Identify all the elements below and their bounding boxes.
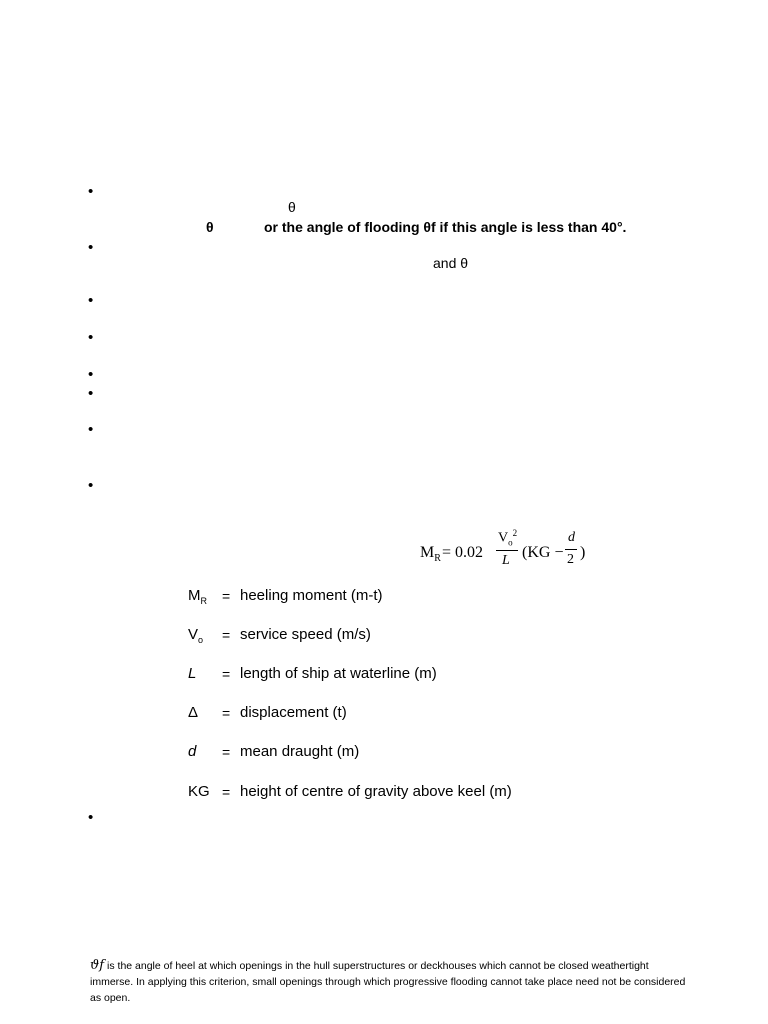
formula-equals: = 0.02 (442, 544, 484, 561)
formula-paren-open: (KG − (522, 544, 564, 561)
formula-numerator-sub: o (508, 537, 513, 548)
definition-description: heeling moment (m-t) (240, 587, 383, 604)
bullet-5: • (88, 366, 94, 383)
definition-symbol: KG (188, 783, 210, 800)
flooding-angle-note (90, 958, 690, 1006)
definition-symbol-sub: o (198, 635, 204, 645)
formula-fraction-bar (496, 550, 518, 551)
bullet-3: • (88, 292, 94, 309)
definition-equals: = (222, 784, 231, 800)
definition-description: height of centre of gravity above keel (m) (240, 783, 512, 800)
formula-lhs-sub: R (434, 553, 441, 565)
note-symbol: ϑf (90, 958, 105, 973)
flooding-angle-text: or the angle of flooding θf if this angle is less than 40°. (264, 219, 627, 235)
bullet-9: • (88, 809, 94, 826)
formula-frac2-bar (565, 549, 577, 550)
formula-numerator-v: V (498, 530, 509, 546)
bullet-6: • (88, 385, 94, 402)
bullet-4: • (88, 329, 94, 346)
bullet-8: • (88, 477, 94, 494)
definition-description: service speed (m/s) (240, 626, 371, 643)
formula-frac2-num: d (568, 530, 575, 545)
theta-symbol-top: θ (288, 199, 296, 215)
definition-symbol: L (188, 665, 197, 682)
formula-lhs: M (420, 544, 435, 561)
definition-symbol: Δ (188, 704, 199, 721)
heeling-moment-formula (420, 528, 590, 576)
bullet-2: • (88, 239, 94, 256)
formula-frac2-den: 2 (567, 552, 574, 567)
definition-symbol: M (188, 587, 201, 604)
formula-denominator: L (502, 553, 510, 568)
definition-equals: = (222, 588, 231, 604)
theta-symbol-left: θ (206, 219, 214, 235)
definition-equals: = (222, 627, 231, 643)
definition-symbol: d (188, 743, 197, 760)
definition-symbol-sub: R (200, 596, 207, 606)
definition-description: displacement (t) (240, 704, 347, 721)
definition-equals: = (222, 666, 231, 682)
note-text: is the angle of heel at which openings in the hull superstructures or deckhouses which cannot be closed weathertight immerse. In applying this criterion, small openings through which progressive flooding cannot take place need not be considered as open. (90, 960, 686, 1004)
bullet-1: • (88, 183, 94, 200)
and-theta-text: and θ (433, 255, 469, 271)
definition-symbol: V (188, 626, 199, 643)
formula-numerator-sup: 2 (512, 528, 518, 538)
definition-equals: = (222, 705, 231, 721)
definition-description: mean draught (m) (240, 743, 360, 760)
formula-paren-close: ) (580, 544, 586, 561)
bullet-7: • (88, 421, 94, 438)
definition-equals: = (222, 744, 231, 760)
definition-description: length of ship at waterline (m) (240, 665, 437, 682)
